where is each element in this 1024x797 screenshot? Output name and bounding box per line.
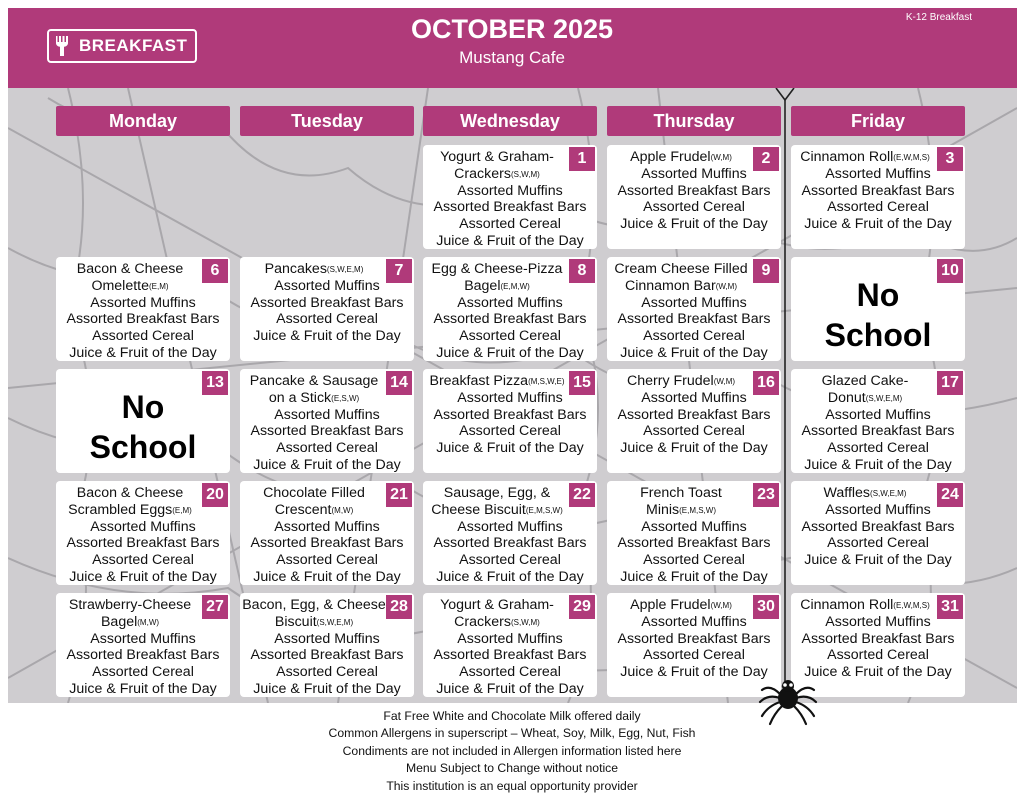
menu-items	[56, 597, 230, 697]
menu-items	[423, 485, 597, 585]
day-cell	[240, 593, 414, 697]
entree-name: Yogurt & Graham-Crackers	[440, 597, 554, 630]
menu-item: Assorted Muffins	[274, 518, 380, 535]
date-badge: 27	[202, 595, 228, 619]
entree-line	[791, 149, 965, 166]
menu-item: Juice & Fruit of the Day	[69, 568, 217, 585]
menu-item: Juice & Fruit of the Day	[620, 440, 768, 457]
menu-item: Assorted Cereal	[92, 328, 194, 345]
date-badge: 30	[753, 595, 779, 619]
menu-item: Assorted Breakfast Bars	[250, 647, 404, 664]
menu-item: Assorted Breakfast Bars	[250, 423, 404, 440]
day-cell	[423, 369, 597, 473]
day-cell	[791, 481, 965, 585]
entree-line	[791, 373, 965, 407]
entree-line	[56, 485, 230, 519]
allergen-code: (E,M,S,W)	[679, 505, 716, 515]
menu-item: Assorted Breakfast Bars	[617, 630, 771, 647]
menu-item: Assorted Muffins	[825, 165, 931, 182]
menu-item: Assorted Muffins	[90, 294, 196, 311]
date-badge: 1	[569, 147, 595, 171]
menu-item: Assorted Cereal	[459, 664, 561, 681]
entree-name: Glazed Cake-Donut	[821, 373, 909, 406]
entree-name: Bacon, Egg, & Cheese Biscuit	[242, 597, 386, 630]
menu-item: Assorted Breakfast Bars	[617, 535, 771, 552]
entree-line	[56, 597, 230, 631]
menu-item: Assorted Muffins	[274, 406, 380, 423]
menu-item: Assorted Cereal	[827, 199, 929, 216]
allergen-code: (E,W,M,S)	[893, 153, 930, 162]
menu-item: Juice & Fruit of the Day	[804, 216, 952, 233]
footer-line: Menu Subject to Change without notice	[405, 761, 619, 776]
menu-item: Assorted Muffins	[274, 630, 380, 647]
date-badge: 17	[937, 371, 963, 395]
date-badge: 29	[569, 595, 595, 619]
menu-item: Assorted Muffins	[825, 613, 931, 630]
menu-item: Assorted Muffins	[641, 518, 747, 535]
entree-name: Cherry Frudel	[626, 373, 714, 389]
menu-item: Assorted Cereal	[827, 440, 929, 457]
allergen-code: (M,W)	[331, 505, 354, 515]
entree-name: Cinnamon Roll	[800, 149, 894, 165]
date-badge: 21	[386, 483, 412, 507]
day-cell	[607, 369, 781, 473]
menu-item: Assorted Cereal	[827, 535, 929, 552]
menu-item: Assorted Muffins	[457, 294, 563, 311]
menu-item: Assorted Cereal	[643, 647, 745, 664]
menu-item: Assorted Breakfast Bars	[801, 182, 955, 199]
allergen-code: (W,M)	[713, 377, 736, 386]
menu-item: Assorted Muffins	[641, 165, 747, 182]
menu-items	[607, 261, 781, 361]
menu-item: Assorted Muffins	[457, 389, 563, 406]
menu-items	[607, 149, 781, 233]
entree-name: Sausage, Egg, & Cheese Biscuit	[431, 485, 551, 518]
allergen-code: (S,W,E,M)	[326, 265, 364, 274]
entree-line	[423, 149, 597, 183]
menu-items	[56, 261, 230, 361]
entree-line	[607, 373, 781, 390]
menu-item: Assorted Cereal	[459, 328, 561, 345]
menu-item: Assorted Breakfast Bars	[250, 294, 404, 311]
menu-tag: K-12 Breakfast	[905, 12, 972, 23]
date-badge: 2	[753, 147, 779, 171]
allergen-code: (S,W,E,M)	[316, 617, 354, 627]
menu-item: Assorted Muffins	[641, 613, 747, 630]
logo-label: BREAKFAST	[79, 36, 188, 55]
entree-name: Cinnamon Roll	[800, 597, 894, 613]
entree-line	[423, 373, 597, 390]
allergen-code: (M,S,W,E)	[528, 377, 565, 386]
day-cell	[607, 481, 781, 585]
entree-name: Bacon & Cheese Omelette	[76, 261, 184, 294]
date-badge: 6	[202, 259, 228, 283]
menu-items	[240, 485, 414, 585]
entree-line	[607, 261, 781, 295]
entree-line	[240, 597, 414, 631]
day-cell	[791, 369, 965, 473]
menu-item: Assorted Cereal	[276, 440, 378, 457]
entree-name: Apple Frudel	[630, 149, 711, 165]
menu-items	[791, 149, 965, 233]
no-school-label: No School	[89, 389, 197, 465]
menu-item: Assorted Breakfast Bars	[801, 630, 955, 647]
menu-item: Assorted Breakfast Bars	[66, 535, 220, 552]
day-header-monday: Monday	[56, 106, 230, 136]
entree-line	[607, 149, 781, 166]
menu-item: Juice & Fruit of the Day	[253, 328, 401, 345]
day-cell	[240, 257, 414, 361]
allergen-code: (E,M)	[149, 281, 169, 291]
entree-line	[607, 485, 781, 519]
day-cell	[240, 481, 414, 585]
menu-item: Assorted Cereal	[643, 199, 745, 216]
menu-title: OCTOBER 2025	[410, 14, 614, 44]
allergen-code: (W,M)	[715, 281, 738, 291]
entree-name: Pancakes	[264, 261, 327, 277]
day-cell	[56, 257, 230, 361]
entree-line	[791, 485, 965, 502]
menu-item: Juice & Fruit of the Day	[69, 680, 217, 697]
menu-items	[791, 485, 965, 569]
day-cell	[423, 593, 597, 697]
menu-items	[56, 485, 230, 585]
entree-name: Pancake & Sausage on a Stick	[249, 373, 379, 406]
entree-name: Chocolate Filled Crescent	[263, 485, 365, 518]
menu-items	[240, 597, 414, 697]
allergen-code: (S,W,E,M)	[870, 489, 907, 498]
menu-item: Assorted Muffins	[825, 406, 931, 423]
menu-items	[791, 597, 965, 681]
menu-items	[423, 149, 597, 249]
entree-line	[423, 261, 597, 295]
menu-item: Juice & Fruit of the Day	[253, 680, 401, 697]
menu-item: Assorted Breakfast Bars	[433, 311, 587, 328]
date-badge: 23	[753, 483, 779, 507]
footer-line: Fat Free White and Chocolate Milk offered daily	[383, 709, 641, 723]
menu-item: Assorted Breakfast Bars	[433, 406, 587, 423]
date-badge: 15	[569, 371, 595, 395]
menu-item: Juice & Fruit of the Day	[620, 344, 768, 361]
day-cell	[423, 257, 597, 361]
menu-item: Assorted Cereal	[276, 664, 378, 681]
menu-items	[240, 373, 414, 473]
allergen-code: (E,M,S,W)	[525, 505, 563, 515]
day-cell	[56, 369, 230, 473]
menu-item: Assorted Breakfast Bars	[433, 647, 587, 664]
date-badge: 28	[386, 595, 412, 619]
day-cell	[607, 145, 781, 249]
date-badge: 31	[937, 595, 963, 619]
menu-item: Assorted Breakfast Bars	[617, 311, 771, 328]
menu-item: Juice & Fruit of the Day	[804, 552, 952, 569]
allergen-code: (W,M)	[710, 601, 732, 610]
menu-item: Assorted Muffins	[641, 389, 747, 406]
day-cell	[240, 369, 414, 473]
day-header-friday: Friday	[791, 106, 965, 136]
menu-item: Assorted Cereal	[92, 552, 194, 569]
day-cell	[791, 145, 965, 249]
entree-line	[791, 597, 965, 614]
menu-items	[791, 373, 965, 473]
menu-items	[423, 261, 597, 361]
date-badge: 14	[386, 371, 412, 395]
menu-item: Assorted Muffins	[457, 630, 563, 647]
menu-item: Juice & Fruit of the Day	[436, 232, 584, 249]
menu-item: Assorted Cereal	[827, 647, 929, 664]
menu-item: Assorted Muffins	[90, 518, 196, 535]
allergen-code: (E,S,W)	[331, 393, 360, 403]
date-badge: 3	[937, 147, 963, 171]
menu-item: Juice & Fruit of the Day	[69, 344, 217, 361]
entree-name: Strawberry-Cheese Bagel	[68, 597, 192, 630]
menu-items	[423, 373, 597, 457]
allergen-code: (S,W,M)	[510, 169, 540, 179]
date-badge: 20	[202, 483, 228, 507]
date-badge: 7	[386, 259, 412, 283]
menu-item: Assorted Cereal	[276, 552, 378, 569]
menu-item: Assorted Breakfast Bars	[66, 311, 220, 328]
menu-item: Juice & Fruit of the Day	[436, 344, 584, 361]
menu-item: Assorted Cereal	[459, 216, 561, 233]
entree-line	[607, 597, 781, 614]
day-header-tuesday: Tuesday	[240, 106, 414, 136]
day-cell	[56, 481, 230, 585]
menu-item: Assorted Cereal	[643, 423, 745, 440]
date-badge: 13	[202, 371, 228, 395]
allergen-code: (S,W,E,M)	[865, 393, 903, 403]
entree-name: Yogurt & Graham-Crackers	[440, 149, 554, 182]
footer-line: Common Allergens in superscript – Wheat, Soy, Milk, Egg, Nut, Fish	[328, 726, 696, 741]
menu-footer	[0, 708, 1024, 795]
entree-line	[423, 485, 597, 519]
menu-item: Juice & Fruit of the Day	[253, 456, 401, 473]
menu-item: Juice & Fruit of the Day	[804, 664, 952, 681]
menu-item: Assorted Breakfast Bars	[66, 647, 220, 664]
allergen-code: (M,W)	[137, 617, 160, 627]
entree-name: Breakfast Pizza	[429, 373, 529, 389]
menu-items	[607, 373, 781, 457]
menu-item: Assorted Breakfast Bars	[250, 535, 404, 552]
menu-item: Juice & Fruit of the Day	[620, 664, 768, 681]
date-badge: 9	[753, 259, 779, 283]
date-badge: 24	[937, 483, 963, 507]
allergen-code: (E,W,M,S)	[893, 601, 930, 610]
menu-item: Assorted Muffins	[457, 182, 563, 199]
date-badge: 22	[569, 483, 595, 507]
menu-items	[423, 597, 597, 697]
menu-item: Assorted Breakfast Bars	[617, 182, 771, 199]
entree-line	[240, 485, 414, 519]
menu-item: Assorted Muffins	[825, 501, 931, 518]
menu-item: Juice & Fruit of the Day	[436, 568, 584, 585]
day-cell	[607, 593, 781, 697]
menu-items	[607, 597, 781, 681]
entree-name: Bacon & Cheese Scrambled Eggs	[68, 485, 184, 518]
menu-item: Juice & Fruit of the Day	[620, 568, 768, 585]
menu-item: Juice & Fruit of the Day	[620, 216, 768, 233]
allergen-code: (S,W,M)	[510, 617, 540, 627]
menu-item: Assorted Cereal	[643, 328, 745, 345]
menu-items	[240, 261, 414, 345]
menu-items	[607, 485, 781, 585]
date-badge: 8	[569, 259, 595, 283]
day-cell	[56, 593, 230, 697]
menu-item: Assorted Cereal	[92, 664, 194, 681]
no-school-label: No School	[824, 277, 932, 353]
entree-name: French Toast Minis	[640, 485, 722, 518]
menu-item: Assorted Muffins	[274, 277, 380, 294]
menu-item: Assorted Cereal	[276, 311, 378, 328]
day-cell	[423, 145, 597, 249]
menu-item: Assorted Muffins	[457, 518, 563, 535]
menu-item: Assorted Breakfast Bars	[801, 423, 955, 440]
menu-subtitle: Mustang Cafe	[459, 48, 565, 67]
date-badge: 10	[937, 259, 963, 283]
menu-item: Assorted Muffins	[90, 630, 196, 647]
menu-item: Assorted Cereal	[643, 552, 745, 569]
menu-item: Assorted Cereal	[459, 423, 561, 440]
entree-name: Waffles	[823, 485, 871, 501]
day-cell	[607, 257, 781, 361]
allergen-code: (E,M)	[172, 505, 192, 515]
menu-item: Assorted Cereal	[459, 552, 561, 569]
entree-line	[423, 597, 597, 631]
entree-line	[56, 261, 230, 295]
menu-item: Juice & Fruit of the Day	[436, 440, 584, 457]
allergen-code: (E,M,W)	[500, 281, 530, 291]
day-cell	[791, 257, 965, 361]
day-cell	[423, 481, 597, 585]
footer-line: Condiments are not included in Allergen information listed here	[342, 743, 682, 758]
entree-line	[240, 373, 414, 407]
menu-item: Assorted Muffins	[641, 294, 747, 311]
entree-name: Egg & Cheese-Pizza Bagel	[431, 261, 563, 294]
menu-item: Assorted Breakfast Bars	[433, 535, 587, 552]
day-header-thursday: Thursday	[607, 106, 781, 136]
date-badge: 16	[753, 371, 779, 395]
menu-item: Juice & Fruit of the Day	[253, 568, 401, 585]
entree-name: Apple Frudel	[630, 597, 711, 613]
menu-item: Juice & Fruit of the Day	[804, 456, 952, 473]
entree-name: Cream Cheese Filled Cinnamon Bar	[614, 261, 748, 294]
allergen-code: (W,M)	[710, 153, 732, 162]
footer-line: This institution is an equal opportunity provider	[386, 778, 638, 793]
menu-item: Assorted Breakfast Bars	[801, 518, 955, 535]
day-header-wednesday: Wednesday	[423, 106, 597, 136]
menu-item: Assorted Breakfast Bars	[433, 199, 587, 216]
menu-item: Assorted Breakfast Bars	[617, 406, 771, 423]
entree-line	[240, 261, 414, 278]
menu-item: Juice & Fruit of the Day	[436, 680, 584, 697]
